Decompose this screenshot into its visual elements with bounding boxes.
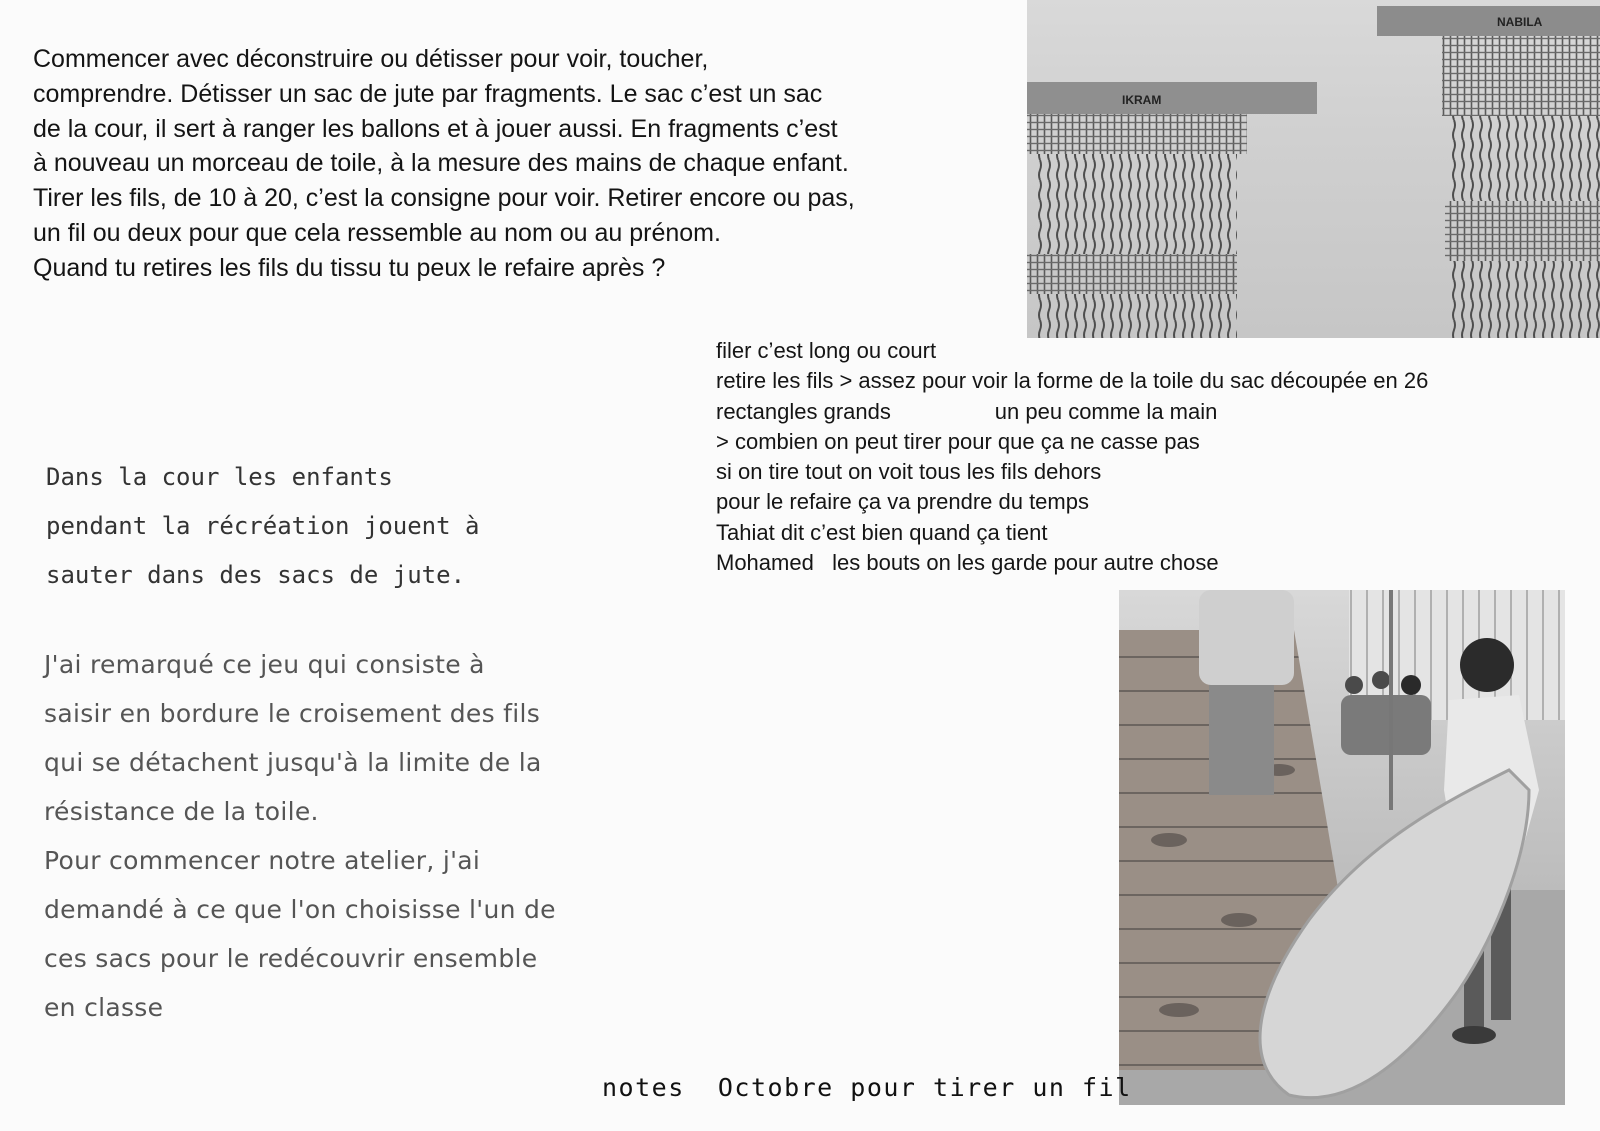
observation-line: qui se détachent jusqu'à la limite de la	[44, 748, 542, 777]
label-ikram: IKRAM	[1122, 93, 1162, 107]
climbing-hold	[1221, 913, 1257, 927]
intro-line: de la cour, il sert à ranger les ballons et à jouer aussi. En fragments c’est	[33, 114, 838, 143]
observation-line: J'ai remarqué ce jeu qui consiste à	[44, 650, 485, 679]
climbing-child-coat	[1199, 590, 1294, 685]
pole	[1389, 590, 1393, 810]
playground-line: Dans la cour les enfants	[46, 463, 393, 491]
jute-samples-photo	[1027, 0, 1600, 338]
note-line: si on tire tout on voit tous les fils dehors	[716, 459, 1102, 485]
jute-samples-illustration	[1027, 0, 1600, 338]
name-strip-ikram	[1027, 82, 1317, 114]
intro-line: Commencer avec déconstruire ou détisser pour voir, toucher,	[33, 45, 709, 73]
note-line: filer c’est long ou court	[716, 338, 937, 363]
weave-top-left	[1027, 114, 1247, 154]
note-line: Tahiat dit c’est bien quand ça tient	[716, 519, 1048, 545]
intro-paragraph	[33, 42, 1023, 286]
boy-shoe	[1452, 1026, 1496, 1044]
warp-threads-right-bottom	[1447, 261, 1600, 338]
playground-illustration	[1119, 590, 1565, 1105]
observation-line: en classe	[44, 993, 164, 1022]
note-line: pour le refaire ça va prendre du temps	[716, 489, 1089, 515]
playground-line: pendant la récréation jouent à	[46, 512, 480, 540]
intro-line: Quand tu retires les fils du tissu tu peux le refaire après ?	[33, 253, 666, 282]
climbing-hold	[1151, 833, 1187, 847]
observation-line: résistance de la toile.	[44, 797, 319, 826]
warp-threads-right	[1447, 116, 1600, 201]
weave-top-right	[1442, 36, 1600, 116]
observation-line: ces sacs pour le redécouvrir ensemble	[44, 944, 538, 973]
playground-paragraph	[46, 453, 666, 600]
note-line: Mohamed les bouts on les garde pour autre chose	[716, 550, 1219, 576]
intro-line: Tirer les fils, de 10 à 20, c’est la consigne pour voir. Retirer encore ou pas,	[33, 184, 855, 213]
seated-child	[1345, 676, 1363, 694]
weave-mid-right	[1445, 201, 1600, 261]
children-notes	[716, 336, 1566, 578]
warp-threads-left	[1037, 154, 1237, 254]
note-line: > combien on peut tirer pour que ça ne casse pas	[716, 428, 1200, 454]
notes-caption: notes Octobre pour tirer un fil	[602, 1073, 1132, 1102]
observation-paragraph	[44, 640, 684, 1032]
warp-fringe-left	[1037, 294, 1237, 338]
intro-line: un fil ou deux pour que cela ressemble au nom ou au prénom.	[33, 218, 721, 247]
seated-child	[1372, 671, 1390, 689]
note-line: rectangles grands un peu comme la main	[716, 398, 1218, 424]
observation-line: saisir en bordure le croisement des fils	[44, 699, 541, 728]
boy-head	[1460, 638, 1514, 692]
observation-line: demandé à ce que l'on choisisse l'un de	[44, 895, 556, 924]
note-line: retire les fils > assez pour voir la forme de la toile du sac découpée en 26	[716, 368, 1429, 394]
weave-bottom-left	[1027, 254, 1237, 294]
label-nabila: NABILA	[1497, 15, 1543, 29]
playground-photo	[1119, 590, 1565, 1105]
name-strip-nabila	[1377, 6, 1600, 36]
intro-line: comprendre. Détisser un sac de jute par fragments. Le sac c’est un sac	[33, 79, 823, 108]
intro-line: à nouveau un morceau de toile, à la mesure des mains de chaque enfant.	[33, 149, 849, 178]
seated-children-bodies	[1341, 695, 1431, 755]
playground-line: sauter dans des sacs de jute.	[46, 561, 466, 589]
climbing-child-legs	[1209, 685, 1274, 795]
observation-line: Pour commencer notre atelier, j'ai	[44, 846, 481, 875]
climbing-hold	[1159, 1003, 1199, 1017]
seated-child	[1401, 675, 1421, 695]
